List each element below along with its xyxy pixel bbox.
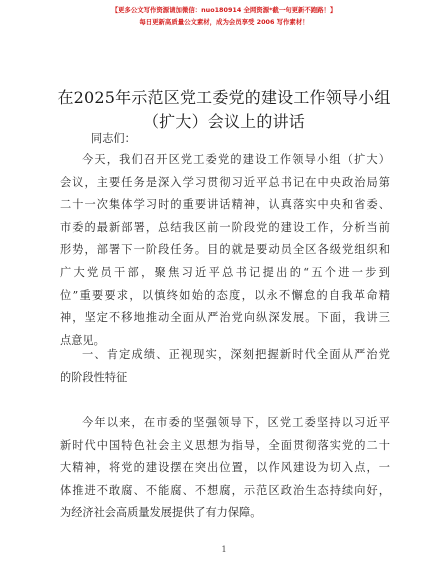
heading-line: 的阶段性特征 <box>60 370 128 384</box>
paragraph-line: 今年以来，在市委的坚强领导下，区党工委坚持以习近平 <box>82 416 390 429</box>
section-heading-1 <box>60 344 390 389</box>
promo-banner <box>0 4 448 28</box>
paragraph-line: 点意见。 <box>60 333 105 347</box>
paragraph-achievements <box>60 412 390 525</box>
paragraph-line: 形势，部署下一阶段任务。目的就是要动员全区各级党组织和 <box>60 243 390 257</box>
paragraph-line: 会议，主要任务是深入学习贯彻习近平总书记在中央政治局第 <box>60 175 390 189</box>
paragraph-line: 市委的最新部署，总结我区前一阶段党的建设工作，分析当前 <box>60 220 390 234</box>
paragraph-line: 广大党员干部，聚焦习近平总书记提出的“五个进一步到 <box>60 265 390 279</box>
paragraph-line: 为经济社会高质量发展提供了有力保障。 <box>60 506 262 520</box>
document-title <box>40 86 408 134</box>
salutation: 同志们： <box>91 132 136 145</box>
paragraph-line: 神，坚定不移地推动全面从严治党向纵深发展。下面，我讲三 <box>60 311 390 325</box>
paragraph-line: 二十一次集体学习时的重要讲话精神，认真落实中央和省委、 <box>60 198 390 212</box>
promo-line-1: 【更多公文写作资源请加微信：nuo180914 全网资源*截一句更新不跑路！】 <box>111 6 337 14</box>
heading-line: 一、肯定成绩、正视现实，深刻把握新时代全面从严治党 <box>82 348 390 361</box>
title-line-1: 在2025年示范区党工委党的建设工作领导小组 <box>57 88 391 107</box>
paragraph-line: 新时代中国特色社会主义思想为指导，全面贯彻落实党的二十 <box>60 438 390 452</box>
promo-line-2: 每日更新高质量公文素材，成为会员享受 2006 写作素材！ <box>139 18 309 26</box>
paragraph-line: 体推进不敢腐、不能腐、不想腐，示范区政治生态持续向好， <box>60 483 390 497</box>
page-number: 1 <box>221 545 227 554</box>
paragraph-line: 位”重要要求，以慎终如始的态度，以永不懈怠的自我革命精 <box>60 288 390 302</box>
title-line-2: （扩大）会议上的讲话 <box>142 112 305 131</box>
paragraph-intro <box>60 149 390 352</box>
paragraph-line: 今天，我们召开区党工委党的建设工作领导小组（扩大） <box>82 153 390 166</box>
paragraph-line: 大精神，将党的建设摆在突出位置，以作风建设为切入点，一 <box>60 461 390 475</box>
